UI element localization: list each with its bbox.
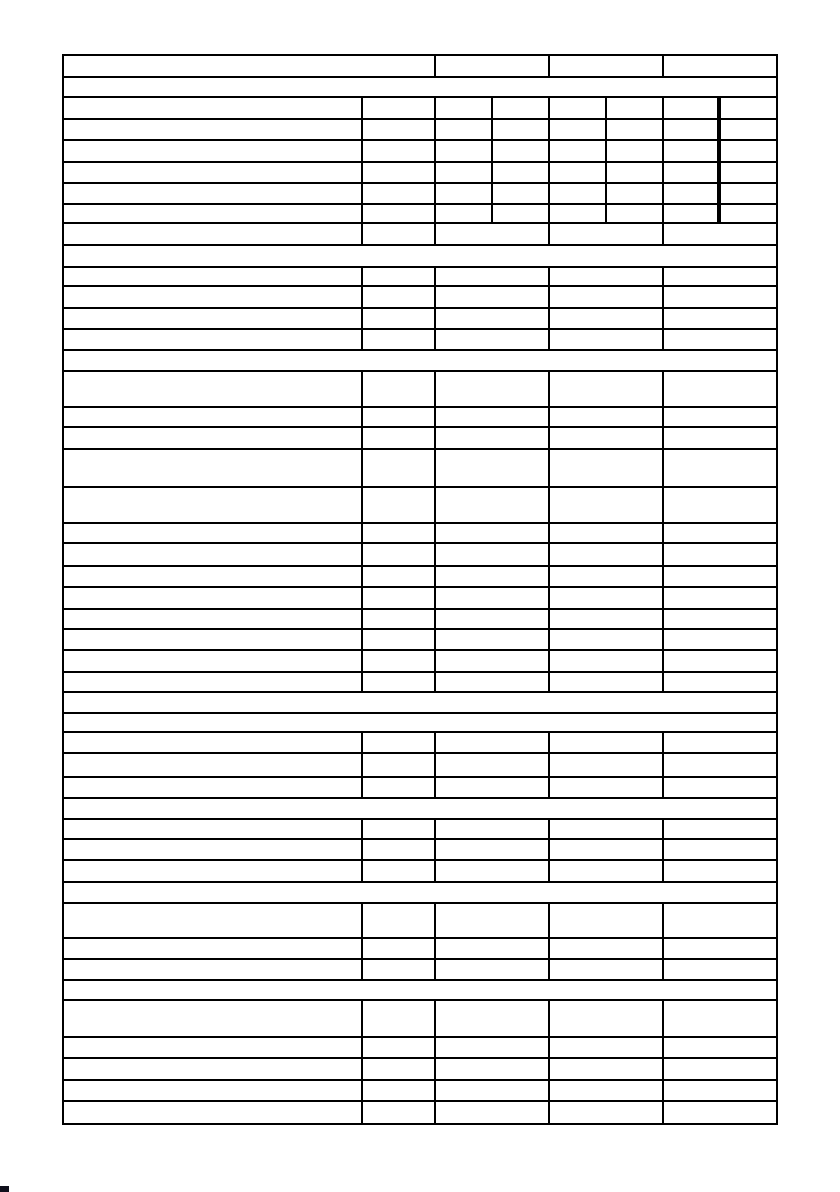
table-cell xyxy=(363,778,436,797)
table-cell xyxy=(64,778,363,797)
table-cell xyxy=(436,98,493,118)
table-cell xyxy=(436,630,550,649)
table-row xyxy=(64,351,776,372)
table-cell xyxy=(436,840,550,859)
table-cell xyxy=(363,904,436,937)
table-cell xyxy=(64,630,363,649)
table-cell xyxy=(493,120,550,139)
table-row xyxy=(64,630,776,651)
table-cell xyxy=(363,184,436,203)
table-cell xyxy=(64,450,363,486)
table-cell xyxy=(363,1001,436,1036)
table-row xyxy=(64,981,776,1001)
table-cell xyxy=(664,184,721,203)
table-cell xyxy=(64,524,363,542)
table-cell xyxy=(436,1001,550,1036)
table-cell xyxy=(607,205,664,222)
table-cell xyxy=(664,488,776,522)
table-cell xyxy=(64,246,776,266)
table-cell xyxy=(436,778,550,797)
table-cell xyxy=(363,1038,436,1057)
table-cell xyxy=(436,488,550,522)
table-cell xyxy=(363,567,436,586)
table-cell xyxy=(664,1081,776,1100)
table-row xyxy=(64,588,776,610)
table-cell xyxy=(550,1001,664,1036)
table-cell xyxy=(550,1081,664,1100)
table-cell xyxy=(64,799,776,818)
table-cell xyxy=(64,351,776,370)
table-cell xyxy=(664,205,721,222)
table-cell xyxy=(550,488,664,522)
table-cell xyxy=(721,205,776,222)
table-cell xyxy=(607,163,664,182)
table-cell xyxy=(550,939,664,958)
table-cell xyxy=(363,120,436,139)
table-row xyxy=(64,428,776,450)
table-cell xyxy=(436,372,550,406)
table-cell xyxy=(64,56,436,76)
table-cell xyxy=(607,141,664,161)
table-cell xyxy=(550,428,664,448)
table-row xyxy=(64,820,776,840)
table-cell xyxy=(664,1038,776,1057)
table-cell xyxy=(664,56,776,76)
table-cell xyxy=(363,224,436,244)
table-cell xyxy=(664,120,721,139)
table-cell xyxy=(436,1081,550,1100)
table-cell xyxy=(64,733,363,752)
table-cell xyxy=(436,588,550,608)
table-cell xyxy=(64,372,363,406)
table-cell xyxy=(64,544,363,565)
table-cell xyxy=(436,1059,550,1079)
table-cell xyxy=(363,820,436,838)
table-cell xyxy=(664,428,776,448)
table-cell xyxy=(64,714,776,731)
table-cell xyxy=(550,960,664,979)
table-row xyxy=(64,651,776,673)
table-cell xyxy=(664,733,776,752)
table-cell xyxy=(436,1102,550,1123)
table-cell xyxy=(550,224,664,244)
table-cell xyxy=(664,567,776,586)
table-cell xyxy=(363,939,436,958)
table-cell xyxy=(721,120,776,139)
table-cell xyxy=(550,778,664,797)
table-cell xyxy=(436,861,550,881)
table-cell xyxy=(550,733,664,752)
table-cell xyxy=(64,1038,363,1057)
table-row xyxy=(64,78,776,98)
table-row xyxy=(64,939,776,960)
table-cell xyxy=(436,544,550,565)
table-cell xyxy=(436,754,550,776)
table-cell xyxy=(64,840,363,859)
table-cell xyxy=(436,268,550,285)
table-cell xyxy=(550,904,664,937)
scan-artifact-mark xyxy=(0,1186,9,1192)
table-cell xyxy=(436,450,550,486)
table-cell xyxy=(363,1102,436,1123)
table-cell xyxy=(64,1081,363,1100)
table-row xyxy=(64,960,776,981)
table-cell xyxy=(664,1001,776,1036)
table-cell xyxy=(436,651,550,671)
table-cell xyxy=(64,141,363,161)
table-cell xyxy=(64,754,363,776)
table-cell xyxy=(64,224,363,244)
table-cell xyxy=(64,488,363,522)
table-cell xyxy=(363,268,436,285)
table-cell xyxy=(664,840,776,859)
table-cell xyxy=(664,330,776,349)
table-cell xyxy=(664,861,776,881)
table-row xyxy=(64,120,776,141)
table-row xyxy=(64,1081,776,1102)
table-cell xyxy=(721,141,776,161)
table-cell xyxy=(721,184,776,203)
table-row xyxy=(64,268,776,287)
table-cell xyxy=(363,754,436,776)
table-cell xyxy=(363,630,436,649)
table-cell xyxy=(64,428,363,448)
table-cell xyxy=(436,524,550,542)
table-cell xyxy=(64,1102,363,1123)
table-cell xyxy=(436,184,493,203)
table-cell xyxy=(664,610,776,628)
table-cell xyxy=(64,588,363,608)
table-cell xyxy=(363,372,436,406)
table-cell xyxy=(664,287,776,307)
table-cell xyxy=(363,861,436,881)
table-cell xyxy=(664,904,776,937)
table-cell xyxy=(664,820,776,838)
table-cell xyxy=(664,630,776,649)
table-cell xyxy=(436,205,493,222)
table-cell xyxy=(64,268,363,285)
table-cell xyxy=(550,141,607,161)
table-cell xyxy=(363,309,436,328)
table-cell xyxy=(664,544,776,565)
table-cell xyxy=(664,163,721,182)
table-cell xyxy=(64,184,363,203)
table-cell xyxy=(550,544,664,565)
table-cell xyxy=(664,1059,776,1079)
table-cell xyxy=(550,287,664,307)
table-cell xyxy=(64,693,776,712)
table-row xyxy=(64,1001,776,1038)
table-row xyxy=(64,1038,776,1059)
table-cell xyxy=(607,120,664,139)
table-cell xyxy=(664,673,776,691)
table-cell xyxy=(64,120,363,139)
table-cell xyxy=(363,330,436,349)
table-cell xyxy=(64,651,363,671)
table-cell xyxy=(664,754,776,776)
table-row xyxy=(64,184,776,205)
empty-table xyxy=(62,54,778,1125)
table-cell xyxy=(64,78,776,96)
table-cell xyxy=(436,939,550,958)
table-row xyxy=(64,840,776,861)
table-cell xyxy=(64,960,363,979)
table-cell xyxy=(550,588,664,608)
table-cell xyxy=(363,544,436,565)
table-row xyxy=(64,163,776,184)
table-cell xyxy=(550,408,664,426)
table-cell xyxy=(363,651,436,671)
table-cell xyxy=(363,588,436,608)
table-cell xyxy=(363,163,436,182)
table-cell xyxy=(664,450,776,486)
table-cell xyxy=(363,1081,436,1100)
table-cell xyxy=(550,630,664,649)
table-row xyxy=(64,56,776,78)
table-cell xyxy=(436,408,550,426)
table-cell xyxy=(550,673,664,691)
table-cell xyxy=(64,610,363,628)
table-cell xyxy=(664,98,721,118)
table-cell xyxy=(436,120,493,139)
table-cell xyxy=(363,450,436,486)
table-cell xyxy=(721,98,776,118)
table-cell xyxy=(550,1038,664,1057)
table-cell xyxy=(436,904,550,937)
table-cell xyxy=(550,205,607,222)
table-cell xyxy=(363,1059,436,1079)
table-row xyxy=(64,246,776,268)
table-cell xyxy=(64,163,363,182)
table-cell xyxy=(550,524,664,542)
table-cell xyxy=(664,372,776,406)
table-cell xyxy=(664,651,776,671)
table-row xyxy=(64,883,776,904)
table-row xyxy=(64,287,776,309)
table-cell xyxy=(550,861,664,881)
table-cell xyxy=(664,524,776,542)
table-cell xyxy=(436,330,550,349)
table-cell xyxy=(664,939,776,958)
table-row xyxy=(64,224,776,246)
table-cell xyxy=(493,205,550,222)
table-cell xyxy=(64,820,363,838)
table-cell xyxy=(436,224,550,244)
table-cell xyxy=(493,98,550,118)
table-cell xyxy=(436,163,493,182)
table-cell xyxy=(436,141,493,161)
table-row xyxy=(64,861,776,883)
table-cell xyxy=(550,610,664,628)
table-cell xyxy=(64,1001,363,1036)
table-cell xyxy=(363,287,436,307)
table-cell xyxy=(550,56,664,76)
table-cell xyxy=(550,184,607,203)
table-cell xyxy=(363,408,436,426)
table-cell xyxy=(664,408,776,426)
table-cell xyxy=(436,960,550,979)
table-cell xyxy=(607,184,664,203)
table-row xyxy=(64,714,776,733)
table-cell xyxy=(550,268,664,285)
table-cell xyxy=(64,567,363,586)
table-cell xyxy=(64,939,363,958)
table-cell xyxy=(664,960,776,979)
table-cell xyxy=(436,56,550,76)
table-cell xyxy=(64,673,363,691)
table-cell xyxy=(363,488,436,522)
table-cell xyxy=(550,98,607,118)
table-row xyxy=(64,733,776,754)
table-cell xyxy=(64,205,363,222)
table-cell xyxy=(436,309,550,328)
table-cell xyxy=(64,883,776,902)
table-row xyxy=(64,309,776,330)
table-cell xyxy=(363,610,436,628)
table-row xyxy=(64,330,776,351)
table-row xyxy=(64,372,776,408)
table-cell xyxy=(363,205,436,222)
table-cell xyxy=(664,224,776,244)
table-cell xyxy=(436,1038,550,1057)
table-cell xyxy=(550,163,607,182)
table-cell xyxy=(64,861,363,881)
table-cell xyxy=(64,98,363,118)
table-cell xyxy=(363,960,436,979)
table-cell xyxy=(64,287,363,307)
table-cell xyxy=(493,141,550,161)
table-cell xyxy=(550,450,664,486)
table-row xyxy=(64,1059,776,1081)
table-cell xyxy=(493,163,550,182)
table-cell xyxy=(64,309,363,328)
table-cell xyxy=(436,567,550,586)
table-cell xyxy=(363,673,436,691)
table-row xyxy=(64,408,776,428)
table-row xyxy=(64,904,776,939)
table-cell xyxy=(664,1102,776,1123)
table-cell xyxy=(664,588,776,608)
table-cell xyxy=(550,754,664,776)
table-row xyxy=(64,450,776,488)
table-cell xyxy=(436,673,550,691)
table-cell xyxy=(550,651,664,671)
table-cell xyxy=(550,372,664,406)
table-cell xyxy=(664,141,721,161)
table-cell xyxy=(363,141,436,161)
table-row xyxy=(64,1102,776,1123)
table-cell xyxy=(64,981,776,999)
table-row xyxy=(64,98,776,120)
table-cell xyxy=(664,268,776,285)
table-row xyxy=(64,673,776,693)
table-cell xyxy=(64,330,363,349)
table-cell xyxy=(664,309,776,328)
table-cell xyxy=(363,98,436,118)
table-cell xyxy=(550,820,664,838)
table-cell xyxy=(363,733,436,752)
table-cell xyxy=(550,567,664,586)
table-cell xyxy=(64,408,363,426)
table-cell xyxy=(363,840,436,859)
table-cell xyxy=(436,610,550,628)
table-row xyxy=(64,567,776,588)
table-row xyxy=(64,778,776,799)
table-row xyxy=(64,693,776,714)
table-cell xyxy=(664,778,776,797)
table-cell xyxy=(436,820,550,838)
table-row xyxy=(64,524,776,544)
table-cell xyxy=(363,428,436,448)
table-row xyxy=(64,488,776,524)
table-row xyxy=(64,141,776,163)
table-row xyxy=(64,754,776,778)
table-cell xyxy=(550,330,664,349)
table-cell xyxy=(550,1102,664,1123)
table-row xyxy=(64,799,776,820)
table-cell xyxy=(493,184,550,203)
table-cell xyxy=(607,98,664,118)
table-cell xyxy=(550,309,664,328)
table-cell xyxy=(436,733,550,752)
table-cell xyxy=(436,428,550,448)
table-cell xyxy=(64,1059,363,1079)
table-row xyxy=(64,544,776,567)
table-cell xyxy=(550,840,664,859)
table-cell xyxy=(436,287,550,307)
table-cell xyxy=(363,524,436,542)
table-cell xyxy=(64,904,363,937)
table-row xyxy=(64,610,776,630)
table-cell xyxy=(550,1059,664,1079)
table-cell xyxy=(550,120,607,139)
table-cell xyxy=(721,163,776,182)
table-row xyxy=(64,205,776,224)
